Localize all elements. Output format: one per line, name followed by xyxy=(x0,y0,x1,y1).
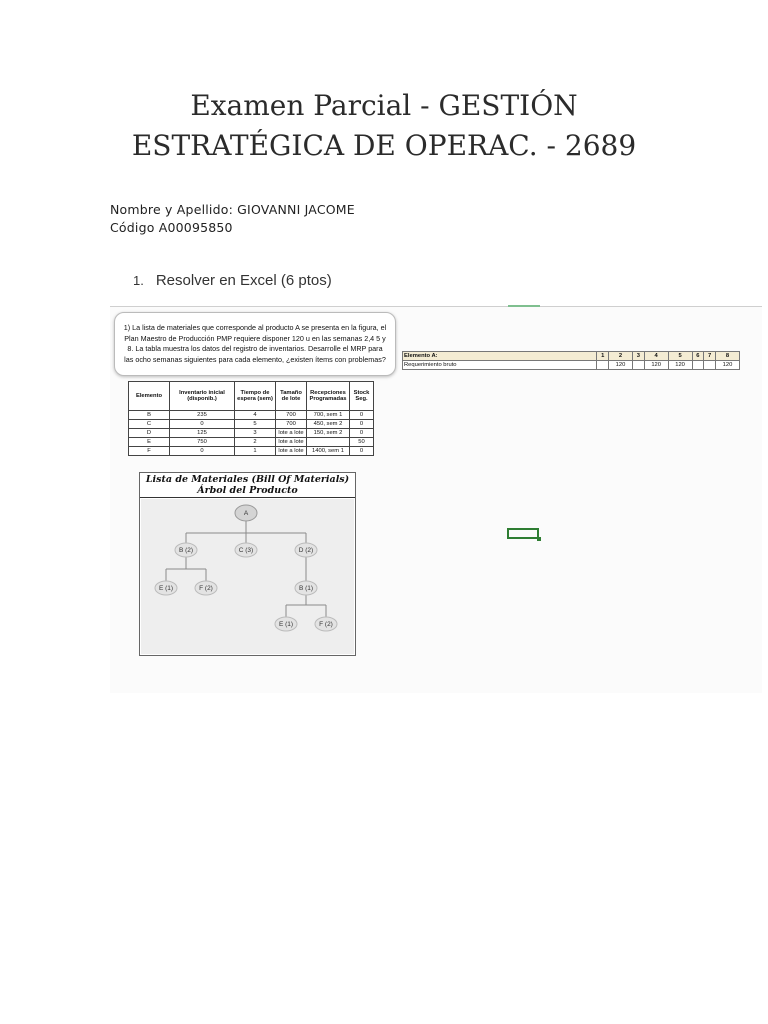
table-cell: 0 xyxy=(170,420,235,429)
table-cell: 450, sem 2 xyxy=(307,420,350,429)
table-row xyxy=(129,420,374,429)
bom-node-f1: F (2) xyxy=(199,585,213,592)
table-row xyxy=(129,429,374,438)
inventory-header: Tiempo de espera (sem) xyxy=(235,382,276,411)
table-cell: 150, sem 2 xyxy=(307,429,350,438)
table-cell: 700 xyxy=(276,420,307,429)
bom-node-b: B (2) xyxy=(178,547,194,554)
bom-node-d: D (2) xyxy=(298,547,314,554)
mrp-table xyxy=(402,351,740,370)
table-cell: 235 xyxy=(170,411,235,420)
question-1 xyxy=(133,272,332,289)
table-cell: 0 xyxy=(350,411,374,420)
table-cell: 5 xyxy=(235,420,276,429)
mrp-week-cell[interactable]: 3 xyxy=(632,352,644,361)
mrp-value-cell[interactable]: 120 xyxy=(644,361,668,370)
selected-cell[interactable] xyxy=(507,528,539,539)
table-cell: 700, sem 1 xyxy=(307,411,350,420)
inventory-header: Recepciones Programadas xyxy=(307,382,350,411)
table-cell: B xyxy=(129,411,170,420)
bom-title-line-2: Árbol del Producto xyxy=(197,485,298,496)
inventory-header: Stock Seg. xyxy=(350,382,374,411)
mrp-week-cell[interactable]: 7 xyxy=(704,352,716,361)
mrp-row-label[interactable]: Requerimiento bruto xyxy=(403,361,597,370)
table-cell: 750 xyxy=(170,438,235,447)
table-cell: D xyxy=(129,429,170,438)
bom-tree xyxy=(140,473,355,655)
question-number: 1. xyxy=(133,273,144,288)
mrp-week-cell[interactable]: 4 xyxy=(644,352,668,361)
bom-node-a: A xyxy=(243,510,249,517)
mrp-week-cell[interactable]: 8 xyxy=(716,352,740,361)
mrp-week-cell[interactable]: 5 xyxy=(668,352,692,361)
table-cell: 4 xyxy=(235,411,276,420)
table-row xyxy=(129,447,374,456)
table-cell: 700 xyxy=(276,411,307,420)
table-cell: lote a lote xyxy=(276,429,307,438)
bom-node-f2: F (2) xyxy=(319,621,333,628)
bom-node-e1: E (1) xyxy=(158,585,174,592)
table-cell: 0 xyxy=(350,429,374,438)
student-name: Nombre y Apellido: GIOVANNI JACOME xyxy=(110,202,355,217)
sheet-tab-indicator xyxy=(508,305,540,307)
inventory-table xyxy=(128,381,374,456)
mrp-week-cell[interactable]: 6 xyxy=(692,352,704,361)
mrp-element-label[interactable]: Elemento A: xyxy=(403,352,597,361)
table-cell: 1400, sem 1 xyxy=(307,447,350,456)
table-cell: 3 xyxy=(235,429,276,438)
bom-node-b2: B (1) xyxy=(298,585,314,592)
title-line-1: Examen Parcial - GESTIÓN xyxy=(190,89,578,122)
table-cell: 125 xyxy=(170,429,235,438)
table-cell: E xyxy=(129,438,170,447)
table-cell xyxy=(307,438,350,447)
table-cell: 1 xyxy=(235,447,276,456)
inventory-header-row xyxy=(129,382,374,411)
table-cell: 0 xyxy=(350,447,374,456)
table-cell: 0 xyxy=(350,420,374,429)
mrp-week-cell[interactable]: 1 xyxy=(597,352,609,361)
problem-line-1: 1) La lista de materiales que corresponde al producto A se presenta en la figura, el xyxy=(123,323,387,332)
inventory-header: Inventario inicial (disponib.) xyxy=(170,382,235,411)
bom-node-c: C (3) xyxy=(238,547,254,554)
bom-connectors xyxy=(166,521,326,617)
problem-line-2: Plan Maestro de Producción PMP requiere disponer 120 u en las semanas 2,4 5 y xyxy=(124,333,386,343)
table-row xyxy=(129,411,374,420)
inventory-header: Tamaño de lote xyxy=(276,382,307,411)
table-cell: lote a lote xyxy=(276,447,307,456)
table-row xyxy=(129,438,374,447)
table-cell: 0 xyxy=(170,447,235,456)
table-cell: 50 xyxy=(350,438,374,447)
document-title xyxy=(60,86,708,166)
question-text: Resolver en Excel (6 ptos) xyxy=(155,272,332,289)
problem-line-4: las ocho semanas siguientes para cada elemento, ¿existen ítems con problemas? xyxy=(124,354,386,364)
table-cell: C xyxy=(129,420,170,429)
mrp-value-cell[interactable] xyxy=(597,361,609,370)
mrp-value-cell[interactable]: 120 xyxy=(609,361,633,370)
problem-line-3: 8. La tabla muestra los datos del registro de inventarios. Desarrolle el MRP para xyxy=(127,344,383,353)
table-cell: F xyxy=(129,447,170,456)
mrp-value-cell[interactable] xyxy=(704,361,716,370)
inventory-header: Elemento xyxy=(129,382,170,411)
title-line-2: ESTRATÉGICA DE OPERAC. - 2689 xyxy=(131,129,637,162)
problem-statement xyxy=(114,312,396,376)
student-code: Código A00095850 xyxy=(110,220,233,235)
bom-node-e2: E (1) xyxy=(278,621,294,628)
mrp-header-row xyxy=(403,352,740,361)
mrp-row xyxy=(403,361,740,370)
table-cell: 2 xyxy=(235,438,276,447)
mrp-value-cell[interactable]: 120 xyxy=(668,361,692,370)
mrp-week-cell[interactable]: 2 xyxy=(609,352,633,361)
mrp-value-cell[interactable]: 120 xyxy=(716,361,740,370)
bom-figure xyxy=(139,472,356,656)
mrp-value-cell[interactable] xyxy=(632,361,644,370)
mrp-value-cell[interactable] xyxy=(692,361,704,370)
bom-title-line-1: Lista de Materiales (Bill Of Materials) xyxy=(145,474,350,485)
table-cell: lote a lote xyxy=(276,438,307,447)
